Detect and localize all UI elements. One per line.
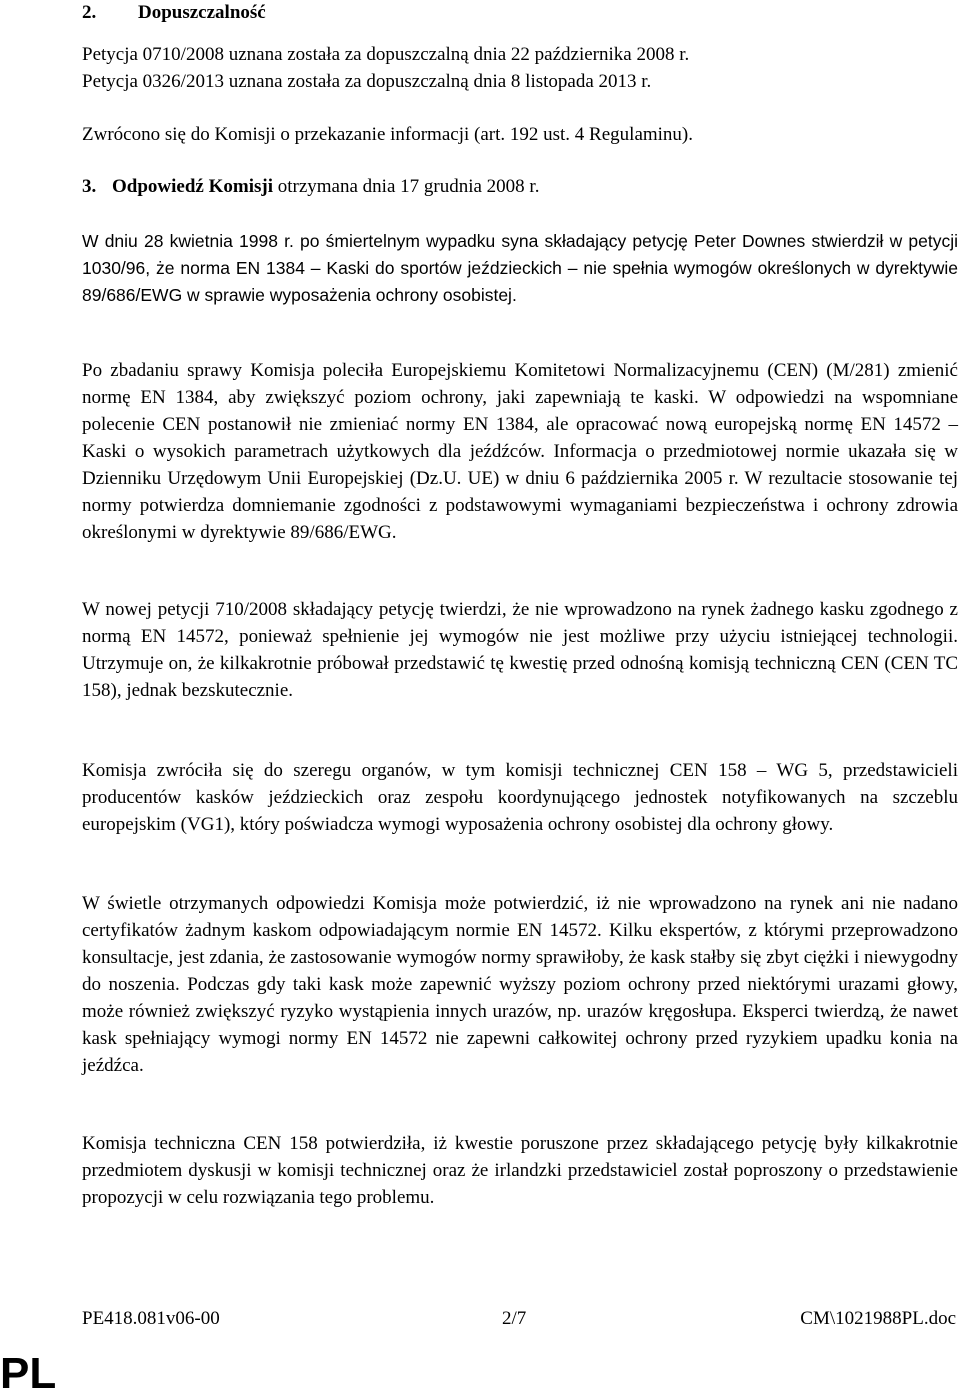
section-number: 3. [82, 176, 97, 197]
language-code: PL [0, 1349, 57, 1398]
paragraph-background: W dniu 28 kwietnia 1998 r. po śmiertelnym wypadku syna składający petycję Peter Downes stwierdził w petycji 1030/96, że norma EN 1384 – Kaski do sportów jeździeckich – nie spełnia wymogów określonych w dyrektywie 89/686/EWG w sprawie wyposażenia ochrony osobistej. [82, 231, 958, 305]
section-2-heading [82, 0, 266, 26]
paragraph-new-petition: W nowej petycji 710/2008 składający petycję twierdzi, że nie wprowadzono na rynek żadnego kasku zgodnego z normą EN 14572, ponieważ spełnienie jej wymogów nie jest możliwe przy użyciu istniejącej technologii. Utrzymuje on, że kilkakrotnie próbował przedstawić tę kwestię przed odnośną komisją techniczną CEN (CEN TC 158), jednak bezskutecznie. [82, 599, 958, 701]
paragraph-cen-confirmation: Komisja techniczna CEN 158 potwierdziła, iż kwestie poruszone przez składającego petycję były kilkakrotnie przedmiotem dyskusji w komisji technicznej oraz że irlandzki przedstawiciel został poproszony o przedstawienie propozycji w celu rozwiązania tego problemu. [82, 1133, 958, 1208]
paragraph-commission-mandate: Po zbadaniu sprawy Komisja poleciła Europejskiemu Komitetowi Normalizacyjnemu (CEN) (M/281) zmienić normę EN 1384, aby zwiększyć poziom ochrony, jaki zapewniają te kaski. W odpowiedzi na wspomniane polecenie CEN postanowił nie zmieniać normy EN 1384, ale opracować nową europejską normę EN 14572 – Kaski o wysokich parametrach użytkowych dla jeźdźców. Informacja o przedmiotowej normie ukazała się w Dzienniku Urzędowym Unii Europejskiej (Dz.U. UE) w dniu 6 października 2005 r. W rezultacie stosowanie tej normy potwierdza domniemanie zgodności z podstawowymi wymaganiami bezpieczeństwa i ochrony zdrowia określonymi w dyrektywie 89/686/EWG. [82, 360, 958, 543]
footer-file-name: CM\1021988PL.doc [800, 1308, 956, 1329]
section-date: otrzymana dnia 17 grudnia 2008 r. [277, 176, 540, 197]
admissibility-line-2: Petycja 0326/2013 uznana została za dopuszczalną dnia 8 listopada 2013 r. [82, 71, 652, 92]
footer-page-number: 2/7 [502, 1308, 527, 1329]
info-request-line: Zwrócono się do Komisji o przekazanie informacji (art. 192 ust. 4 Regulaminu). [82, 124, 694, 145]
section-title: Dopuszczalność [138, 2, 266, 23]
section-3-heading [82, 174, 539, 200]
section-title: Odpowiedź Komisji [112, 176, 273, 197]
admissibility-line-1: Petycja 0710/2008 uznana została za dopuszczalną dnia 22 października 2008 r. [82, 44, 690, 65]
section-number: 2. [82, 2, 97, 23]
footer-doc-ref: PE418.081v06-00 [82, 1308, 220, 1329]
paragraph-consultation: Komisja zwróciła się do szeregu organów, w tym komisji technicznej CEN 158 – WG 5, przedstawicieli producentów kasków jeździeckich oraz zespołu koordynującego jednostek notyfikowanych na szczeblu europejskim (VG1), który poświadcza wymogi wyposażenia ochrony osobistej dla ochrony głowy. [82, 760, 958, 835]
paragraph-findings: W świetle otrzymanych odpowiedzi Komisja może potwierdzić, iż nie wprowadzono na rynek ani nie nadano certyfikatów żadnym kaskom odpowiadającym normie EN 14572. Kilku ekspertów, z którymi przeprowadzono konsultacje, jest zdania, że zastosowanie wymogów normy sprawiłoby, że kask stałby się zbyt ciężki i niewygodny do noszenia. Podczas gdy taki kask może zapewnić wyższy poziom ochrony przed niektórymi urazami głowy, może również zwiększyć ryzyko wystąpienia innych urazów, np. urazów kręgosłupa. Eksperci twierdzą, że nawet kask spełniający wymogi normy EN 14572 nie zapewni całkowitej ochrony przed ryzykiem upadku konia na jeźdźca. [82, 893, 958, 1076]
